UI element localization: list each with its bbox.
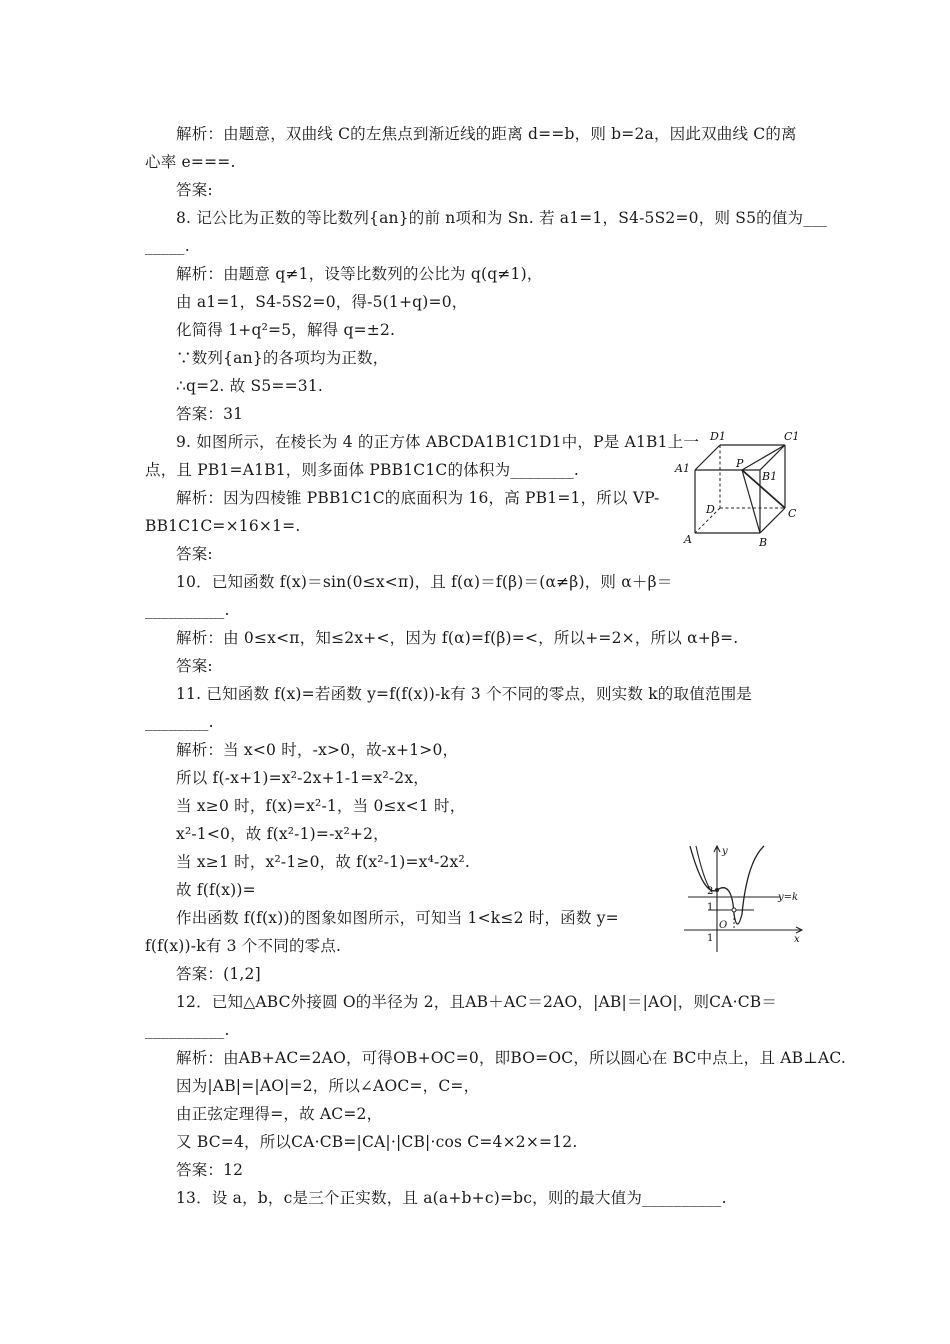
question-8: 8. 记公比为正数的等比数列{an}的前 n项和为 Sn. 若 a1=1，S4-5S2=0，则 S5的值为___ — [176, 209, 828, 227]
function-graph — [682, 842, 810, 954]
label-y: y — [722, 846, 728, 857]
question-11: 11. 已知函数 f(x)=若函数 y=f(f(x))-k有 3 个不同的零点，则实数 k的取值范围是 — [176, 685, 753, 703]
label-B: B — [759, 536, 768, 549]
text-line: f(f(x))-k有 3 个不同的零点. — [145, 937, 342, 955]
label-C: C — [788, 507, 797, 520]
answer-blank: _____. — [145, 237, 190, 255]
label-2: 2 — [707, 886, 714, 897]
question-13: 13．设 a，b，c是三个正实数，且 a(a+b+c)=bc，则的最大值为__________. — [176, 1189, 727, 1207]
question-12: 12．已知△ABC外接圆 O的半径为 2，且AB＋AC＝2AO，|AB|＝|AO|，则CA·CB＝ — [176, 993, 778, 1011]
question-9: 9. 如图所示，在棱长为 4 的正方体 ABCDA1B1C1D1中，P是 A1B1上一 — [176, 433, 700, 451]
text-line: 解析：由AB+AC=2AO，可得OB+OC=0，即BO=OC，所以圆心在 BC中点上，且 AB⊥AC. — [176, 1049, 846, 1067]
label-neg-1: 1 — [707, 933, 714, 944]
label-y-equals-k: y=k — [778, 892, 799, 903]
label-B1: B1 — [762, 470, 778, 483]
text-line: 解析：由题意，双曲线 C的左焦点到渐近线的距离 d==b，则 b=2a，因此双曲线 C的离 — [176, 125, 797, 143]
answer-line: 答案：12 — [176, 1161, 244, 1179]
label-1: 1 — [707, 902, 714, 913]
label-x: x — [794, 934, 800, 945]
label-A1: A1 — [675, 462, 690, 475]
text-line: 故 f(f(x))= — [176, 881, 256, 899]
text-line: 所以 f(-x+1)=x²-2x+1-1=x²-2x， — [176, 769, 429, 787]
text-line: 由正弦定理得=，故 AC=2， — [176, 1105, 383, 1123]
answer-line: 答案：(1,2] — [176, 965, 261, 983]
text-line: 解析：由题意 q≠1，设等比数列的公比为 q(q≠1)， — [176, 265, 543, 283]
label-D1: D1 — [710, 430, 726, 443]
text-line: 因为|AB|=|AO|=2，所以∠AOC=，C=， — [176, 1077, 480, 1095]
function-graph-figure — [682, 842, 810, 954]
text-line: x²-1<0，故 f(x²-1)=-x²+2， — [176, 825, 389, 843]
cube-diagram — [670, 425, 810, 550]
answer-line: 答案: — [176, 545, 213, 563]
label-A: A — [684, 533, 692, 546]
question-10: 10．已知函数 f(x)＝sin(0≤x<π)，且 f(α)＝f(β)＝(α≠β)，则 α＋β＝ — [176, 573, 673, 591]
text-line: 点，且 PB1=A1B1，则多面体 PBB1C1C的体积为________. — [145, 461, 580, 479]
text-line: 又 BC=4，所以CA·CB=|CA|·|CB|·cos C=4×2×=12. — [176, 1133, 578, 1151]
text-line: 答案: — [176, 181, 213, 199]
answer-line: 答案：31 — [176, 405, 244, 423]
text-line: ∵数列{an}的各项均为正数， — [176, 349, 389, 367]
text-line: 化简得 1+q²=5，解得 q=±2. — [176, 321, 396, 339]
answer-blank: __________. — [145, 601, 230, 619]
text-line: 心率 e===. — [145, 153, 236, 171]
text-line: 解析：当 x<0 时，-x>0，故-x+1>0， — [176, 741, 459, 759]
text-line: ∴q=2. 故 S5==31. — [176, 377, 324, 395]
text-line: BB1C1C=×16×1=. — [145, 517, 301, 535]
text-line: 由 a1=1，S4-5S2=0，得-5(1+q)=0， — [176, 293, 468, 311]
text-line: 当 x≥0 时，f(x)=x²-1，当 0≤x<1 时， — [176, 797, 466, 815]
text-line: 当 x≥1 时，x²-1≥0，故 f(x²-1)=x⁴-2x². — [176, 853, 470, 871]
label-origin: O — [719, 920, 728, 931]
label-D: D — [706, 503, 715, 516]
label-P: P — [736, 457, 744, 470]
answer-line: 答案: — [176, 657, 213, 675]
answer-blank: ________. — [145, 713, 214, 731]
label-C1: C1 — [784, 430, 800, 443]
text-line: 作出函数 f(f(x))的图象如图所示，可知当 1<k≤2 时，函数 y= — [176, 909, 619, 927]
text-line: 解析：由 0≤x<π，知≤2x+<，因为 f(α)=f(β)=<，所以+=2×，所以 α+β=. — [176, 629, 739, 647]
answer-blank: __________. — [145, 1021, 230, 1039]
text-line: 解析：因为四棱锥 PBB1C1C的底面积为 16，高 PB1=1，所以 VP- — [176, 489, 660, 507]
cube-figure — [670, 425, 810, 550]
